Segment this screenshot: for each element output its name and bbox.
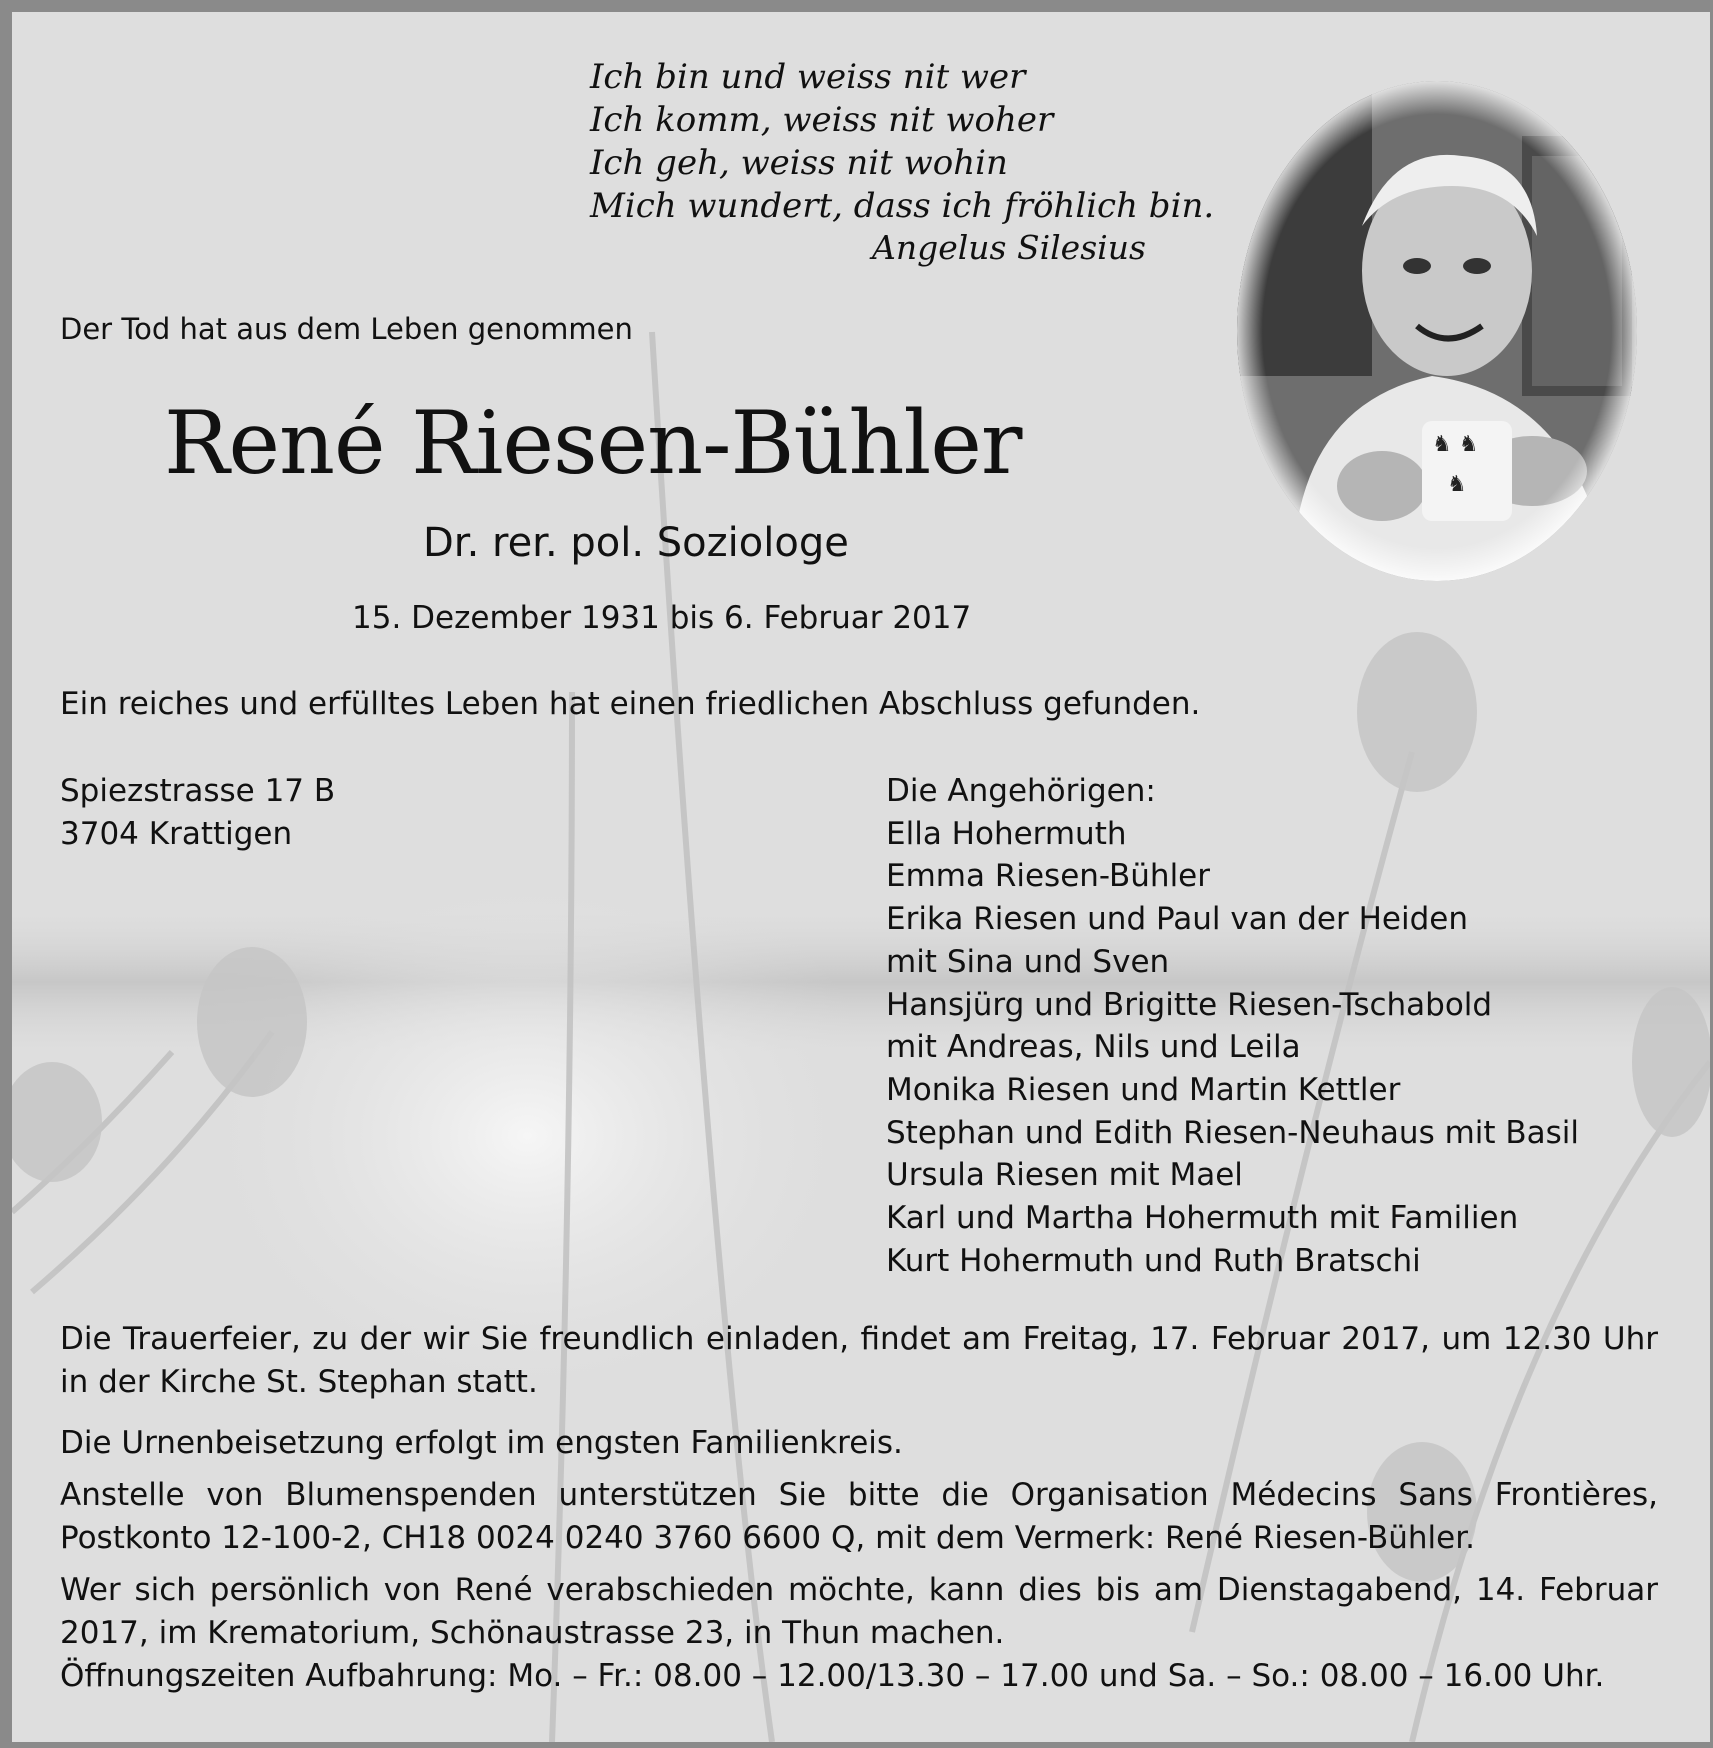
relative-entry: Kurt Hohermuth und Ruth Bratschi — [886, 1242, 1421, 1279]
poem-line: Ich geh, weiss nit wohin — [590, 143, 1008, 183]
poem-author: Angelus Silesius — [872, 228, 1146, 267]
relative-entry: mit Andreas, Nils und Leila — [886, 1029, 1301, 1066]
funeral-paragraph: Die Trauerfeier, zu der wir Sie freundlich einladen, findet am Freitag, 17. Februar 2017, um 12.30 Uhr in der Kirche St. Stephan statt. — [60, 1321, 1658, 1400]
donation-paragraph: Anstelle von Blumenspenden unterstützen Sie bitte die Organisation Médecins Sans Frontières, Postkonto 12-100-2, CH18 0024 0240 3760 6600 Q, mit dem Vermerk: René Riesen-Bühler. — [60, 1477, 1658, 1556]
relative-entry: Emma Riesen-Bühler — [886, 858, 1211, 895]
farewell-text: Wer sich persönlich von René verabschieden möchte, kann dies bis am Dienstagabend, 14. Februar 2017, im Krematorium, Schönaustrasse 23, in Thun machen. — [60, 1572, 1658, 1651]
portrait-photo — [1232, 76, 1642, 586]
address-street: Spiezstrasse 17 B — [60, 773, 336, 809]
deceased-title: Dr. rer. pol. Soziologe — [423, 520, 849, 566]
intro-text: Der Tod hat aus dem Leben genommen — [60, 312, 633, 346]
relative-entry: Hansjürg und Brigitte Riesen-Tschabold — [886, 986, 1493, 1023]
relative-entry: Erika Riesen und Paul van der Heiden — [886, 901, 1468, 938]
address-block — [60, 770, 335, 856]
farewell-paragraph — [60, 1569, 1658, 1698]
relative-entry: Ursula Riesen mit Mael — [886, 1157, 1243, 1194]
poem-line: Ich komm, weiss nit woher — [590, 100, 1054, 140]
address-city: 3704 Krattigen — [60, 816, 293, 852]
poem-line: Mich wundert, dass ich fröhlich bin. — [590, 186, 1215, 226]
opening-hours-text: Öffnungszeiten Aufbahrung: Mo. – Fr.: 08.00 – 12.00/13.30 – 17.00 und Sa. – So.: 08.00 – 16.00 Uhr. — [60, 1658, 1605, 1694]
deceased-name: René Riesen-Bühler — [164, 392, 1022, 494]
obituary-card — [12, 12, 1710, 1742]
burial-paragraph: Die Urnenbeisetzung erfolgt im engsten Familienkreis. — [60, 1425, 903, 1461]
relatives-list — [886, 770, 1579, 1282]
relative-entry: Monika Riesen und Martin Kettler — [886, 1071, 1401, 1108]
relative-entry: mit Sina und Sven — [886, 943, 1170, 980]
relatives-heading: Die Angehörigen: — [886, 773, 1156, 809]
poem-line: Ich bin und weiss nit wer — [590, 57, 1026, 97]
relative-entry: Stephan und Edith Riesen-Neuhaus mit Basil — [886, 1114, 1580, 1151]
relative-entry: Ella Hohermuth — [886, 815, 1127, 852]
life-statement: Ein reiches und erfülltes Leben hat einen friedlichen Abschluss gefunden. — [60, 686, 1201, 722]
life-dates: 15. Dezember 1931 bis 6. Februar 2017 — [352, 600, 972, 636]
poem — [590, 56, 1214, 228]
relative-entry: Karl und Martha Hohermuth mit Familien — [886, 1200, 1519, 1237]
